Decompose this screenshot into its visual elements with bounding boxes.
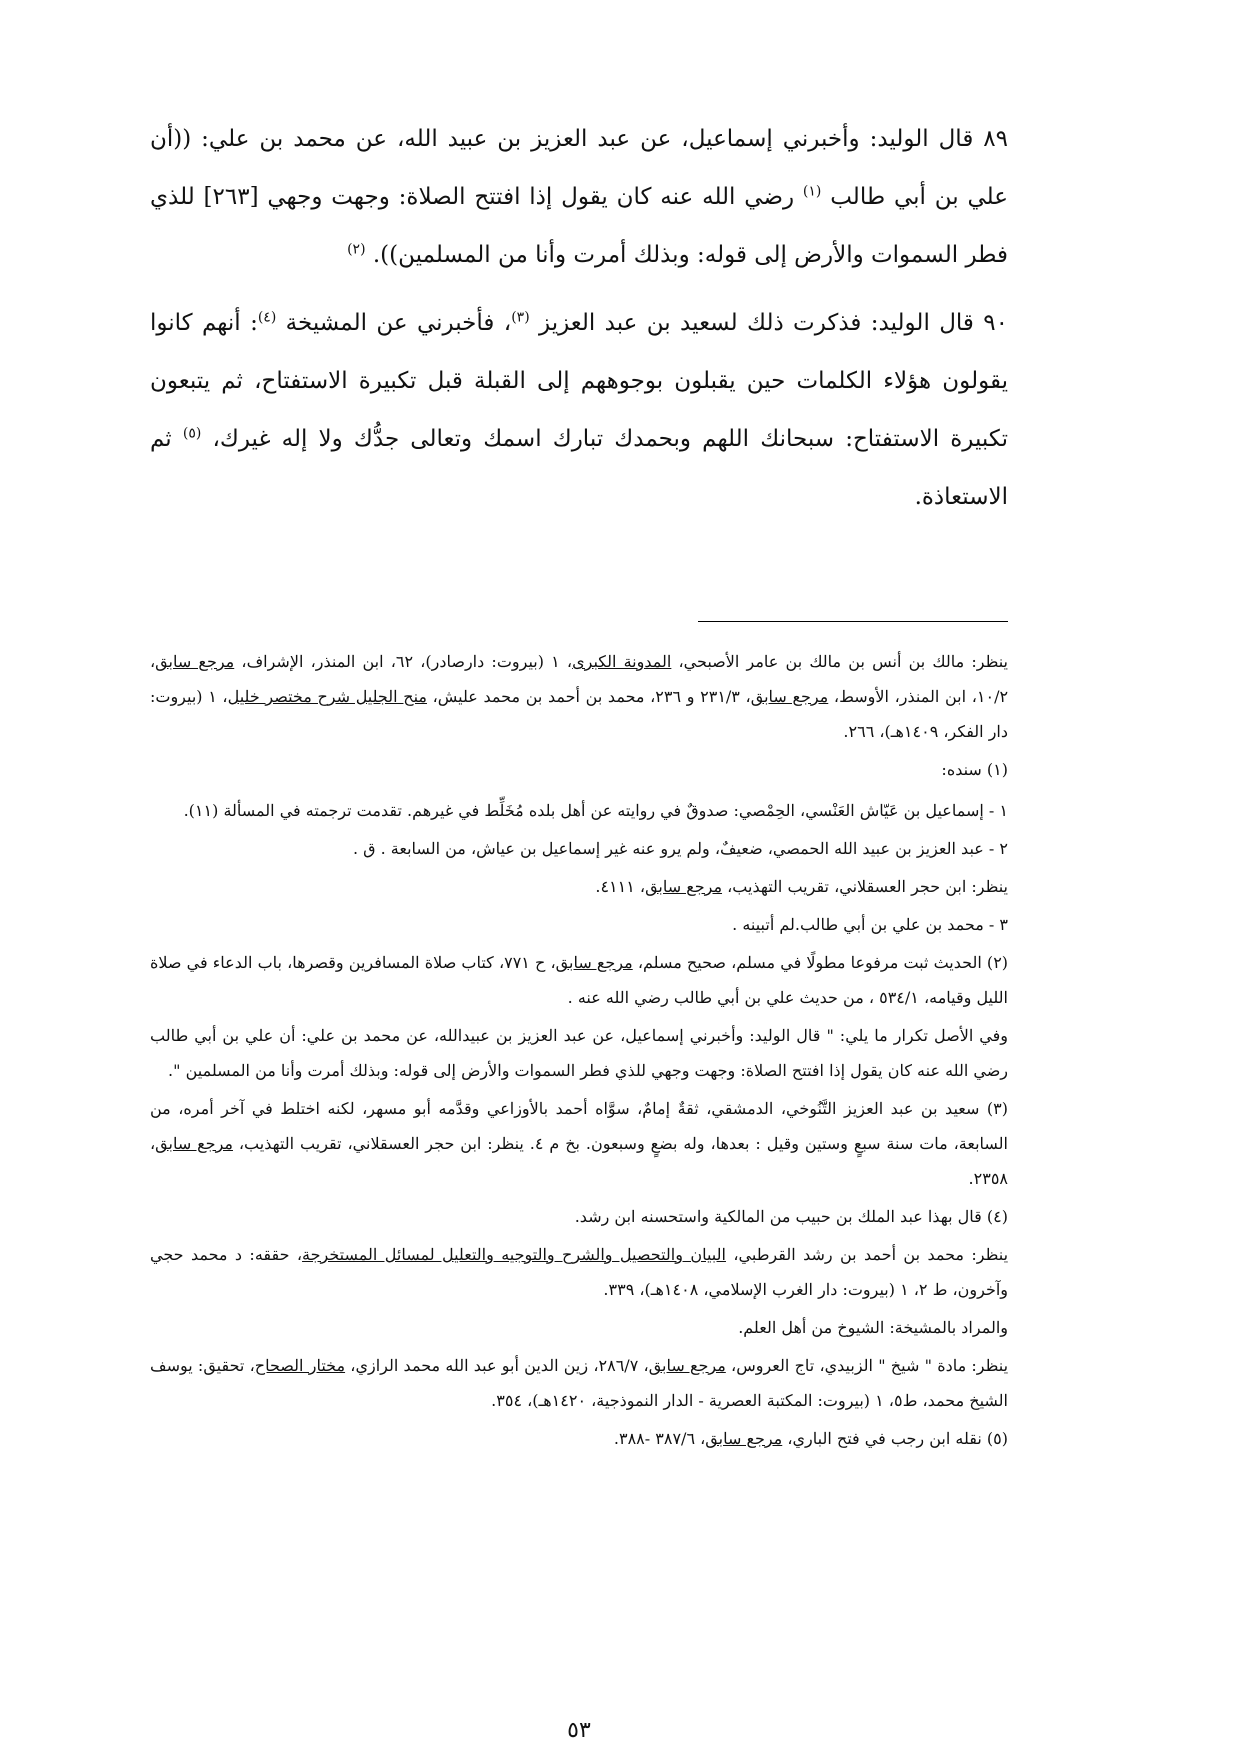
paragraph-90 bbox=[150, 294, 1008, 526]
footnote-ref-3[interactable]: (٣) bbox=[511, 309, 530, 326]
footnote-3 bbox=[150, 1091, 1008, 1196]
main-text bbox=[150, 110, 1008, 526]
source-title: مختار الصحاح bbox=[254, 1356, 346, 1375]
footnotes bbox=[150, 644, 1008, 1456]
footnote-1-heading: (١) سنده: bbox=[941, 760, 1008, 779]
text-run: ، ١ (بيروت: دار الفكر، ١٤٠٩هـ)، ٢٦٦. bbox=[150, 687, 1008, 741]
footnote-2-extra: وفي الأصل تكرار ما يلي: " قال الوليد: وأخبرني إسماعيل، عن عبد العزيز بن عبيدالله، عن محمد بن علي: أن علي بن أبي طالب رضي الله عنه كان يقول إذا افتتح الصلاة: وجهت وجهي للذي فطر السموات والأرض إلى قوله: وبذلك أمرت وأنا من المسلمين ". bbox=[150, 1026, 1008, 1080]
footnote-continued bbox=[150, 644, 1008, 749]
source-title: مرجع سابق bbox=[705, 1429, 783, 1448]
text-run: (٣) سعيد بن عبد العزيز التَّنُوخي، الدمشقي، ثقةٌ إمامٌ، سوَّاه أحمد بالأوزاعي وقدَّمه أبو مسهر، لكنه اختلط في آخر أمره، من السابعة، مات سنة سبعٍ وستين وقيل : بعدها، وله بضعٍ وسبعون. بخ م ٤. ينظر: ابن حجر العسقلاني، تقريب التهذيب، bbox=[150, 1099, 1009, 1153]
source-title: منح الجليل شرح مختصر خليل bbox=[227, 687, 427, 706]
text-run: ٩٠ قال الوليد: فذكرت ذلك لسعيد بن عبد العزيز bbox=[529, 310, 1009, 336]
text-run: ، ح ٧٧١، كتاب صلاة المسافرين وقصرها، باب الدعاء في صلاة الليل وقيامه، ٥٣٤/١ ، من حديث علي بن أبي طالب رضي الله عنه . bbox=[150, 953, 1008, 1007]
footnote-4: (٤) قال بهذا عبد الملك بن حبيب من المالكية واستحسنه ابن رشد. bbox=[574, 1207, 1008, 1226]
text-run: ، فأخبرني عن المشيخة bbox=[276, 310, 512, 336]
text-run: ٨٩ قال الوليد: وأخبرني إسماعيل، عن عبد العزيز بن عبيد الله، عن محمد بن علي: ((أن علي بن أبي طالب bbox=[150, 126, 1008, 210]
text-run: (٥) نقله ابن رجب في فتح الباري، bbox=[782, 1429, 1008, 1448]
text-run: ، ٢٨٦/٧، زين الدين أبو عبد الله محمد الرازي، bbox=[345, 1356, 649, 1375]
footnote-separator bbox=[698, 621, 1008, 622]
text-run: ، تحقيق: يوسف الشيخ محمد، ط٥، ١ (بيروت: المكتبة العصرية - الدار النموذجية، ١٤٢٠هـ)، ٣٥٤. bbox=[150, 1356, 1008, 1410]
page-number: ٥٣ bbox=[567, 1718, 591, 1743]
footnote-5 bbox=[150, 1421, 1008, 1456]
source-title: مرجع سابق bbox=[155, 1134, 233, 1153]
source-title: مرجع سابق bbox=[648, 1356, 726, 1375]
document-page bbox=[150, 110, 1009, 1743]
footnote-4-ref bbox=[150, 1237, 1008, 1307]
footnote-ref-1[interactable]: (١) bbox=[802, 183, 822, 200]
text-run: ، ١٠/٢، ابن المنذر، الأوسط، bbox=[150, 652, 1009, 706]
text-run: ، حققه: د محمد حجي وآخرون، ط ٢، ١ (بيروت: دار الغرب الإسلامي، ١٤٠٨هـ)، ٣٣٩. bbox=[150, 1245, 1008, 1299]
footnote-1-item-1: ١ - إسماعيل بن عَيّاش العَنْسي، الحِمْصي: صدوقٌ في روايته عن أهل بلده مُخَلِّط في غيرهم. تقدمت ترجمته في المسألة (١١). bbox=[183, 801, 1008, 820]
source-title: المدونة الكبرى bbox=[572, 652, 672, 671]
source-title: البيان والتحصيل والشرح والتوجيه والتعليل لمسائل المستخرجة bbox=[302, 1245, 726, 1264]
source-title: مرجع سابق bbox=[555, 953, 633, 972]
text-run: رضي الله عنه كان يقول إذا افتتح الصلاة: وجهت وجهي [٢٦٣] للذي فطر السموات والأرض إلى قوله: وبذلك أمرت وأنا من المسلمين)). bbox=[150, 184, 1008, 268]
footnote-2 bbox=[150, 945, 1008, 1015]
footnote-1-item-3: ٣ - محمد بن علي بن أبي طالب.لم أتبينه . bbox=[732, 915, 1008, 934]
source-title: مرجع سابق bbox=[155, 652, 235, 671]
footnote-1-item-2-ref bbox=[150, 869, 1008, 904]
text-run: ، ٢٣٥٨. bbox=[150, 1134, 1008, 1188]
source-title: مرجع سابق bbox=[645, 877, 723, 896]
text-run: ينظر: مادة " شيخ " الزبيدي، تاج العروس، bbox=[725, 1356, 1009, 1375]
text-run: ، ٣٨٧/٦ -٣٨٨. bbox=[613, 1429, 706, 1448]
text-run: ينظر: محمد بن أحمد بن رشد القرطبي، bbox=[725, 1245, 1009, 1264]
source-title: مرجع سابق bbox=[750, 687, 829, 706]
text-run: ينظر: مالك بن أنس بن مالك بن عامر الأصبحي، bbox=[671, 652, 1009, 671]
text-run: ينظر: ابن حجر العسقلاني، تقريب التهذيب، bbox=[722, 877, 1008, 896]
text-run: ، ٤١١١. bbox=[595, 877, 646, 896]
text-run: ، ٢٣١/٣ و ٢٣٦، محمد بن أحمد بن محمد عليش، bbox=[426, 687, 751, 706]
footnote-1-item-2: ٢ - عبد العزيز بن عبيد الله الحمصي، ضعيفٌ، ولم يرو عنه غير إسماعيل بن عياش، من السابعة . ق . bbox=[352, 839, 1008, 858]
footnote-ref-2[interactable]: (٢) bbox=[347, 241, 366, 258]
footnote-ref-4[interactable]: (٤) bbox=[257, 309, 277, 326]
footnote-4-definition: والمراد بالمشيخة: الشيوخ من أهل العلم. bbox=[738, 1318, 1008, 1337]
footnote-ref-5[interactable]: (٥) bbox=[182, 425, 202, 442]
paragraph-89 bbox=[150, 110, 1008, 284]
text-run: (٢) الحديث ثبت مرفوعا مطولًا في مسلم، صحيح مسلم، bbox=[632, 953, 1009, 972]
text-run: : أنهم كانوا يقولون هؤلاء الكلمات حين يقبلون بوجوههم إلى القبلة قبل تكبيرة الاستفتاح، ثم يتبعون تكبيرة الاستفتاح: سبحانك اللهم وبحمدك تبارك اسمك وتعالى جدُّك ولا إله غيرك، bbox=[150, 310, 1008, 452]
text-run: ثم الاستعاذة. bbox=[150, 426, 1008, 510]
footnote-4-ref-2 bbox=[150, 1348, 1008, 1418]
text-run: ، ١ (بيروت: دارصادر)، ٦٢، ابن المنذر، الإشراف، bbox=[234, 652, 573, 671]
